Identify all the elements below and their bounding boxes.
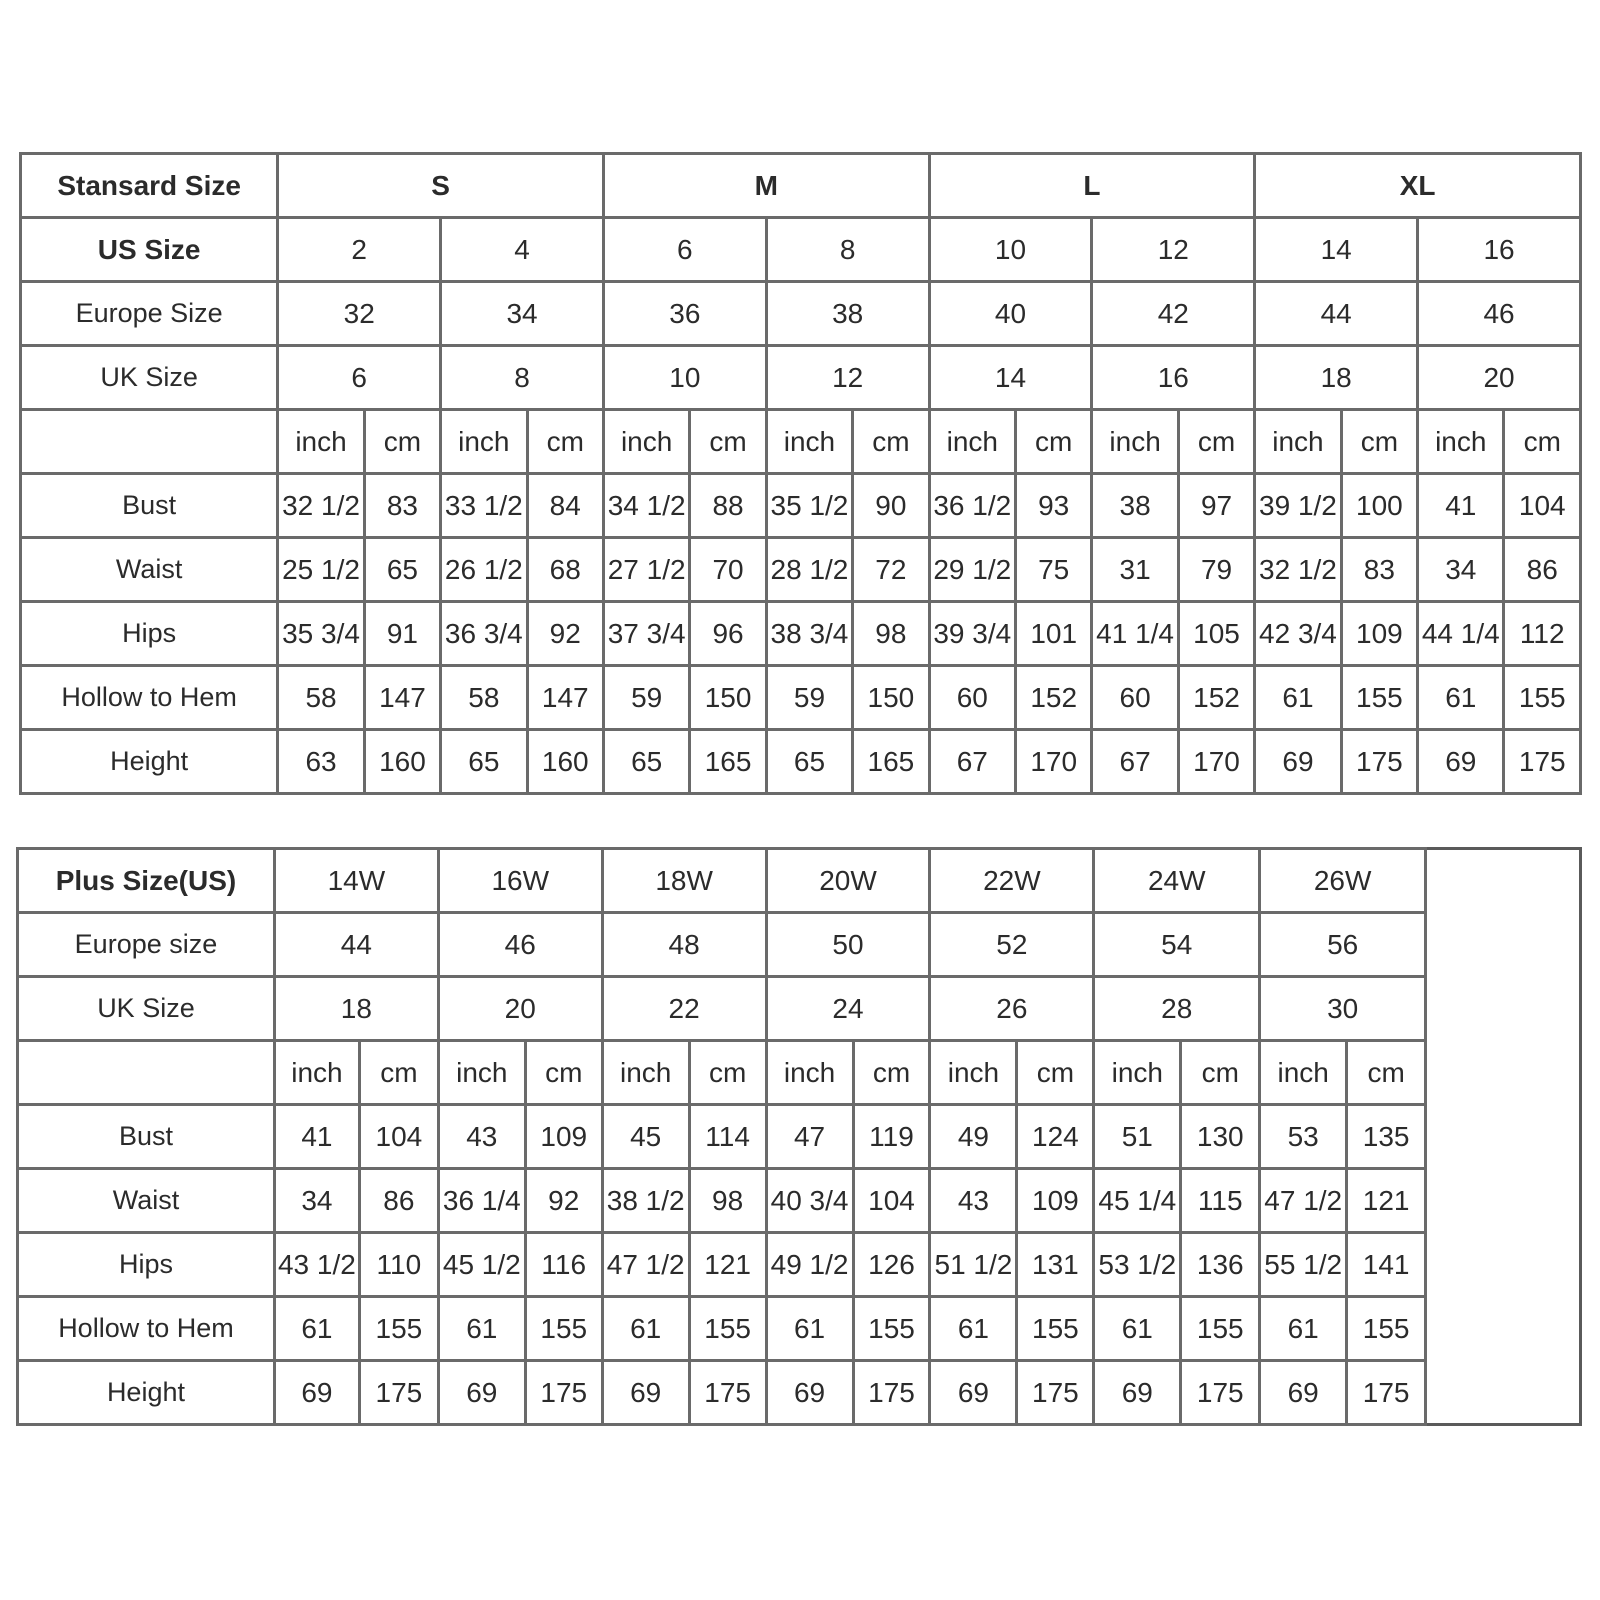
standard-measure-row [21,730,1581,794]
measure-value: 170 [1016,730,1092,794]
measure-label: Hips [21,602,278,666]
measure-label: Height [18,1361,275,1425]
measure-label: Hollow to Hem [21,666,278,730]
unit-cm: cm [364,410,440,474]
row-label: US Size [21,218,278,282]
measure-value: 175 [1017,1361,1094,1425]
measure-value: 58 [278,666,364,730]
measure-value: 61 [766,1297,853,1361]
measure-value: 49 1/2 [766,1233,853,1297]
measure-value: 147 [527,666,603,730]
plus-table-body [18,849,1581,1425]
measure-value: 160 [527,730,603,794]
size-value: 14 [1255,218,1418,282]
plus-size-value: 22W [930,849,1094,913]
unit-cm: cm [1341,410,1417,474]
measure-value: 65 [603,730,689,794]
measure-value: 104 [853,1169,930,1233]
measure-value: 59 [766,666,852,730]
measure-label: Bust [18,1105,275,1169]
measure-value: 86 [359,1169,438,1233]
size-value: 42 [1092,282,1255,346]
measure-value: 93 [1016,474,1092,538]
measure-value: 109 [525,1105,602,1169]
measure-value: 121 [689,1233,766,1297]
measure-value: 155 [359,1297,438,1361]
measure-value: 63 [278,730,364,794]
measure-value: 34 [1418,538,1504,602]
measure-value: 61 [274,1297,359,1361]
empty-filler [1426,1361,1581,1425]
measure-value: 43 [438,1105,525,1169]
measure-value: 83 [364,474,440,538]
measure-value: 33 1/2 [441,474,527,538]
measure-value: 155 [1504,666,1581,730]
measure-value: 69 [438,1361,525,1425]
measure-value: 61 [602,1297,689,1361]
measure-value: 40 3/4 [766,1169,853,1233]
measure-value: 65 [766,730,852,794]
measure-value: 130 [1181,1105,1260,1169]
measure-value: 79 [1178,538,1254,602]
measure-value: 112 [1504,602,1581,666]
size-group-header: S [278,154,604,218]
unit-inch: inch [766,1041,853,1105]
size-value: 52 [930,913,1094,977]
unit-cm: cm [1504,410,1581,474]
plus-size-value: 20W [766,849,930,913]
measure-value: 160 [364,730,440,794]
size-value: 48 [602,913,766,977]
plus-header-row [18,849,1581,913]
unit-inch: inch [1094,1041,1181,1105]
measure-value: 47 1/2 [602,1233,689,1297]
size-value: 32 [278,282,441,346]
measure-value: 155 [1347,1297,1426,1361]
measure-value: 69 [766,1361,853,1425]
standard-measure-row [21,474,1581,538]
size-value: 18 [274,977,438,1041]
size-value: 30 [1260,977,1426,1041]
size-value: 46 [438,913,602,977]
standard-table-body [21,154,1581,794]
measure-value: 135 [1347,1105,1426,1169]
measure-value: 43 1/2 [274,1233,359,1297]
measure-value: 39 3/4 [929,602,1015,666]
measure-label: Waist [18,1169,275,1233]
measure-value: 72 [853,538,929,602]
measure-value: 104 [1504,474,1581,538]
plus-size-value: 18W [602,849,766,913]
size-group-header: M [603,154,929,218]
unit-cm: cm [1016,410,1092,474]
plus-size-value: 26W [1260,849,1426,913]
measure-value: 41 1/4 [1092,602,1178,666]
unit-inch: inch [930,1041,1017,1105]
measure-value: 88 [690,474,766,538]
measure-label: Bust [21,474,278,538]
measure-value: 60 [1092,666,1178,730]
plus-measure-row [18,1361,1581,1425]
size-value: 4 [441,218,604,282]
size-value: 26 [930,977,1094,1041]
unit-inch: inch [1255,410,1341,474]
unit-cm: cm [1178,410,1254,474]
measure-value: 175 [1181,1361,1260,1425]
measure-value: 38 [1092,474,1178,538]
size-value: 34 [441,282,604,346]
size-value: 18 [1255,346,1418,410]
measure-value: 38 3/4 [766,602,852,666]
measure-value: 45 1/2 [438,1233,525,1297]
size-value: 40 [929,282,1092,346]
blank-cell [18,1041,275,1105]
size-value: 20 [1418,346,1581,410]
measure-value: 110 [359,1233,438,1297]
measure-value: 100 [1341,474,1417,538]
measure-value: 47 1/2 [1260,1169,1347,1233]
measure-value: 175 [1341,730,1417,794]
measure-value: 47 [766,1105,853,1169]
measure-value: 90 [853,474,929,538]
row-label: UK Size [18,977,275,1041]
measure-value: 115 [1181,1169,1260,1233]
standard-size-header: Stansard Size [21,154,278,218]
size-value: 6 [603,218,766,282]
measure-value: 84 [527,474,603,538]
measure-value: 61 [1094,1297,1181,1361]
measure-value: 61 [438,1297,525,1361]
size-value: 50 [766,913,930,977]
measure-value: 39 1/2 [1255,474,1341,538]
standard-measure-row [21,666,1581,730]
measure-value: 155 [1341,666,1417,730]
measure-value: 53 1/2 [1094,1233,1181,1297]
size-value: 38 [766,282,929,346]
standard-unit-row [21,410,1581,474]
unit-cm: cm [1181,1041,1260,1105]
measure-value: 31 [1092,538,1178,602]
measure-value: 65 [441,730,527,794]
measure-value: 155 [1017,1297,1094,1361]
measure-value: 104 [359,1105,438,1169]
size-value: 44 [274,913,438,977]
unit-inch: inch [929,410,1015,474]
empty-filler [1426,977,1581,1041]
measure-value: 69 [1418,730,1504,794]
row-label: Europe size [18,913,275,977]
standard-size-row [21,218,1581,282]
measure-value: 61 [930,1297,1017,1361]
unit-inch: inch [438,1041,525,1105]
plus-measure-row [18,1297,1581,1361]
measure-value: 150 [853,666,929,730]
measure-value: 28 1/2 [766,538,852,602]
unit-inch: inch [274,1041,359,1105]
measure-value: 35 3/4 [278,602,364,666]
measure-value: 49 [930,1105,1017,1169]
unit-cm: cm [1017,1041,1094,1105]
unit-cm: cm [359,1041,438,1105]
plus-size-row [18,977,1581,1041]
measure-value: 32 1/2 [278,474,364,538]
size-value: 12 [1092,218,1255,282]
empty-filler [1426,1169,1581,1233]
unit-cm: cm [1347,1041,1426,1105]
size-value: 10 [603,346,766,410]
standard-measure-row [21,538,1581,602]
measure-value: 41 [1418,474,1504,538]
plus-size-value: 14W [274,849,438,913]
empty-filler [1426,1297,1581,1361]
measure-value: 131 [1017,1233,1094,1297]
row-label: Europe Size [21,282,278,346]
measure-value: 114 [689,1105,766,1169]
standard-size-row [21,282,1581,346]
measure-value: 53 [1260,1105,1347,1169]
measure-value: 126 [853,1233,930,1297]
size-value: 28 [1094,977,1260,1041]
measure-value: 38 1/2 [602,1169,689,1233]
measure-value: 45 1/4 [1094,1169,1181,1233]
plus-unit-row [18,1041,1581,1105]
size-value: 36 [603,282,766,346]
measure-value: 35 1/2 [766,474,852,538]
measure-value: 175 [1504,730,1581,794]
measure-value: 44 1/4 [1418,602,1504,666]
measure-value: 69 [1255,730,1341,794]
measure-value: 29 1/2 [929,538,1015,602]
measure-value: 55 1/2 [1260,1233,1347,1297]
measure-value: 155 [853,1297,930,1361]
measure-value: 37 3/4 [603,602,689,666]
unit-inch: inch [278,410,364,474]
measure-value: 116 [525,1233,602,1297]
plus-size-value: 24W [1094,849,1260,913]
size-value: 54 [1094,913,1260,977]
unit-inch: inch [1092,410,1178,474]
size-value: 46 [1418,282,1581,346]
measure-value: 152 [1178,666,1254,730]
measure-label: Hollow to Hem [18,1297,275,1361]
unit-cm: cm [689,1041,766,1105]
unit-inch: inch [602,1041,689,1105]
measure-value: 97 [1178,474,1254,538]
unit-inch: inch [441,410,527,474]
plus-size-table [16,847,1582,1426]
empty-filler [1426,1105,1581,1169]
measure-label: Hips [18,1233,275,1297]
size-value: 16 [1092,346,1255,410]
standard-measure-row [21,602,1581,666]
measure-value: 150 [690,666,766,730]
measure-value: 175 [1347,1361,1426,1425]
unit-inch: inch [1260,1041,1347,1105]
measure-label: Height [21,730,278,794]
measure-value: 124 [1017,1105,1094,1169]
size-value: 16 [1418,218,1581,282]
measure-value: 43 [930,1169,1017,1233]
measure-value: 69 [1094,1361,1181,1425]
unit-inch: inch [1418,410,1504,474]
measure-value: 42 3/4 [1255,602,1341,666]
measure-value: 175 [525,1361,602,1425]
measure-value: 121 [1347,1169,1426,1233]
measure-value: 67 [1092,730,1178,794]
size-value: 20 [438,977,602,1041]
empty-filler [1426,1041,1581,1105]
measure-value: 60 [929,666,1015,730]
size-group-header: L [929,154,1255,218]
row-label: UK Size [21,346,278,410]
empty-filler [1426,849,1581,913]
measure-value: 92 [525,1169,602,1233]
size-value: 6 [278,346,441,410]
measure-value: 119 [853,1105,930,1169]
unit-cm: cm [690,410,766,474]
plus-measure-row [18,1169,1581,1233]
empty-filler [1426,1233,1581,1297]
measure-value: 61 [1255,666,1341,730]
measure-value: 25 1/2 [278,538,364,602]
unit-inch: inch [766,410,852,474]
measure-value: 155 [525,1297,602,1361]
measure-value: 155 [689,1297,766,1361]
measure-value: 86 [1504,538,1581,602]
plus-size-row [18,913,1581,977]
measure-value: 68 [527,538,603,602]
measure-value: 96 [690,602,766,666]
measure-value: 45 [602,1105,689,1169]
measure-value: 67 [929,730,1015,794]
measure-value: 59 [603,666,689,730]
measure-value: 34 1/2 [603,474,689,538]
size-value: 24 [766,977,930,1041]
unit-cm: cm [527,410,603,474]
measure-value: 91 [364,602,440,666]
measure-value: 26 1/2 [441,538,527,602]
measure-value: 61 [1418,666,1504,730]
measure-value: 27 1/2 [603,538,689,602]
measure-value: 98 [689,1169,766,1233]
measure-value: 101 [1016,602,1092,666]
measure-value: 105 [1178,602,1254,666]
measure-value: 175 [689,1361,766,1425]
size-value: 8 [441,346,604,410]
measure-value: 65 [364,538,440,602]
measure-value: 32 1/2 [1255,538,1341,602]
measure-value: 69 [930,1361,1017,1425]
measure-value: 136 [1181,1233,1260,1297]
measure-value: 70 [690,538,766,602]
measure-value: 165 [853,730,929,794]
size-value: 8 [766,218,929,282]
measure-value: 141 [1347,1233,1426,1297]
measure-value: 41 [274,1105,359,1169]
measure-value: 109 [1017,1169,1094,1233]
unit-cm: cm [853,1041,930,1105]
measure-value: 61 [1260,1297,1347,1361]
measure-value: 147 [364,666,440,730]
measure-value: 58 [441,666,527,730]
size-group-header: XL [1255,154,1581,218]
plus-measure-row [18,1105,1581,1169]
measure-value: 36 1/4 [438,1169,525,1233]
measure-value: 69 [602,1361,689,1425]
measure-value: 51 [1094,1105,1181,1169]
measure-value: 170 [1178,730,1254,794]
measure-value: 175 [853,1361,930,1425]
measure-value: 155 [1181,1297,1260,1361]
measure-value: 98 [853,602,929,666]
standard-header-row [21,154,1581,218]
measure-value: 75 [1016,538,1092,602]
unit-cm: cm [525,1041,602,1105]
size-value: 12 [766,346,929,410]
size-value: 56 [1260,913,1426,977]
measure-label: Waist [21,538,278,602]
unit-cm: cm [853,410,929,474]
measure-value: 36 1/2 [929,474,1015,538]
measure-value: 109 [1341,602,1417,666]
measure-value: 92 [527,602,603,666]
measure-value: 83 [1341,538,1417,602]
standard-size-row [21,346,1581,410]
plus-size-header: Plus Size(US) [18,849,275,913]
size-value: 2 [278,218,441,282]
empty-filler [1426,913,1581,977]
measure-value: 152 [1016,666,1092,730]
measure-value: 175 [359,1361,438,1425]
size-value: 10 [929,218,1092,282]
size-value: 22 [602,977,766,1041]
size-value: 44 [1255,282,1418,346]
size-value: 14 [929,346,1092,410]
plus-measure-row [18,1233,1581,1297]
standard-size-table [19,152,1582,795]
measure-value: 34 [274,1169,359,1233]
measure-value: 51 1/2 [930,1233,1017,1297]
plus-size-value: 16W [438,849,602,913]
measure-value: 36 3/4 [441,602,527,666]
blank-cell [21,410,278,474]
unit-inch: inch [603,410,689,474]
measure-value: 69 [1260,1361,1347,1425]
measure-value: 165 [690,730,766,794]
measure-value: 69 [274,1361,359,1425]
